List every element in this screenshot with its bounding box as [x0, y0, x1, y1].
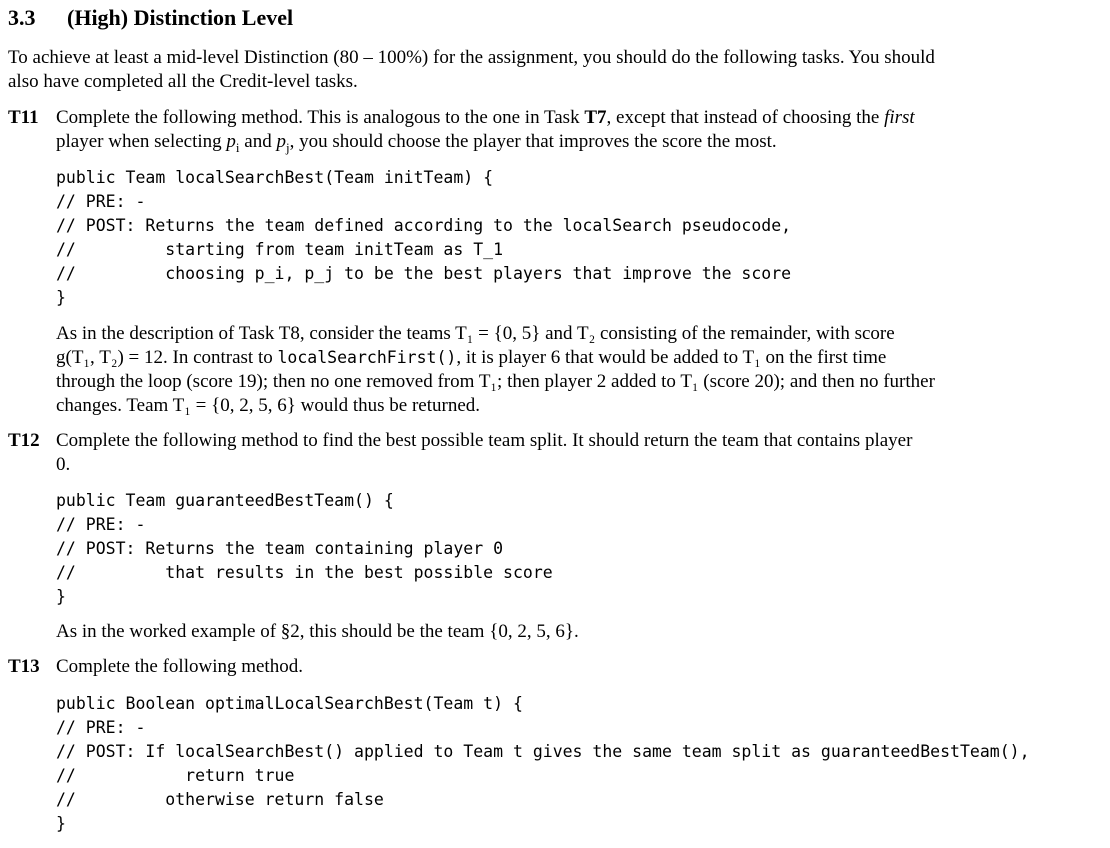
t11-example-line-2: g(T₁, T₂) = 12. In contrast to localSearchFirst(), it is player 6 that would be added to T₁ on the first time	[56, 347, 887, 368]
t11-code-line-2: // PRE: -	[56, 192, 146, 211]
task-t11-label: T11	[8, 107, 39, 128]
task-t13-label: T13	[8, 656, 40, 677]
t12-code-line-3: // POST: Returns the team containing player 0	[56, 539, 504, 558]
t13-code-line-6: }	[56, 814, 66, 833]
t11-code-line-4: // starting from team initTeam as T_1	[56, 240, 504, 259]
t13-code-line-3: // POST: If localSearchBest() applied to Team t gives the same team split as guaranteedBestTeam(),	[56, 742, 1030, 761]
intro-line-2: also have completed all the Credit-level tasks.	[8, 71, 358, 92]
section-number: 3.3	[8, 5, 36, 30]
t13-code-line-2: // PRE: -	[56, 718, 146, 737]
intro-line-1: To achieve at least a mid-level Distinction (80 – 100%) for the assignment, you should do the following tasks. You should	[8, 47, 935, 68]
t12-code-line-5: }	[56, 587, 66, 606]
t13-code-line-1: public Boolean optimalLocalSearchBest(Team t) {	[56, 694, 523, 713]
t11-example-line-4: changes. Team T₁ = {0, 2, 5, 6} would thus be returned.	[56, 395, 481, 416]
t13-code-line-4: // return true	[56, 766, 295, 785]
section-title: (High) Distinction Level	[67, 5, 294, 30]
t11-code-line-5: // choosing p_i, p_j to be the best players that improve the score	[56, 264, 792, 283]
task-t11-line-2: player when selecting $p_i$ and $p_j$, you should choose the player that improves the score the most.	[56, 131, 777, 155]
t11-example-line-1: As in the description of Task T8, consider the teams T₁ = {0, 5} and T₂ consisting of the remainder, with score	[56, 323, 895, 344]
t11-code-line-3: // POST: Returns the team defined according to the localSearch pseudocode,	[56, 216, 792, 235]
t12-code-line-4: // that results in the best possible score	[56, 563, 553, 582]
task-t12-line-1: Complete the following method to find the best possible team split. It should return the team that contains player	[56, 430, 913, 451]
t11-code-line-6: }	[56, 288, 66, 307]
t13-code-line-5: // otherwise return false	[56, 790, 384, 809]
task-t11-line-1: Complete the following method. This is analogous to the one in Task T7, except that instead of choosing the first	[56, 107, 915, 128]
t12-code-line-2: // PRE: -	[56, 515, 146, 534]
t11-example-line-3: through the loop (score 19); then no one removed from T₁; then player 2 added to T₁ (score 20); and then no further	[56, 371, 935, 392]
task-t13-line-1: Complete the following method.	[56, 656, 303, 677]
t11-code-line-1: public Team localSearchBest(Team initTeam) {	[56, 168, 494, 187]
t12-code-line-1: public Team guaranteedBestTeam() {	[56, 491, 394, 510]
task-t12-line-2: 0.	[56, 454, 71, 475]
task-t12-label: T12	[8, 430, 40, 451]
t12-after-text: As in the worked example of §2, this should be the team {0, 2, 5, 6}.	[56, 621, 579, 642]
